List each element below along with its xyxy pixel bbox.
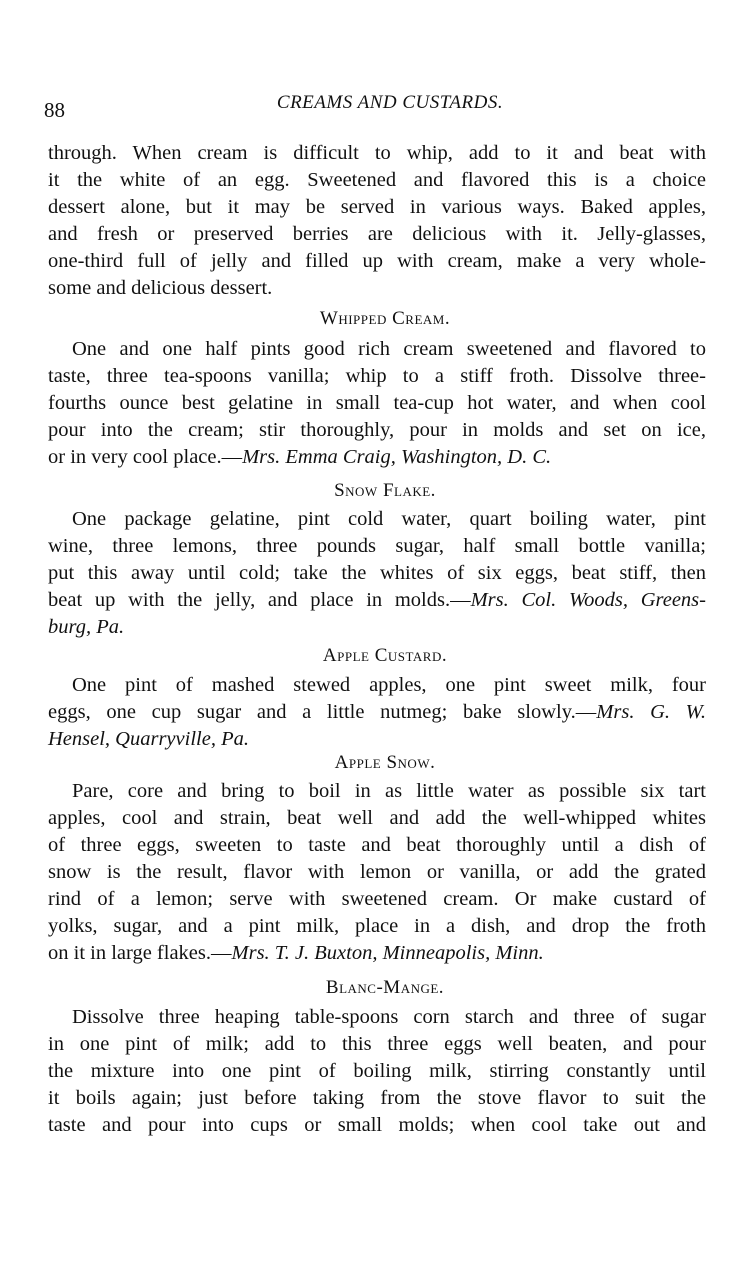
recipe-heading: Snow Flake. [334, 480, 436, 501]
body-text: one-third full of jelly and filled up with cream, make a very whole- [48, 250, 706, 272]
text-line [48, 167, 706, 194]
text-line [48, 140, 706, 167]
text-line [48, 940, 706, 967]
body-text: put this away until cold; take the whites of six eggs, beat stiff, then [48, 562, 706, 584]
recipe-paragraph [48, 140, 706, 302]
body-text: on it in large flakes.— [48, 942, 232, 964]
text-line [48, 805, 706, 832]
body-text: it boils again; just before taking from the stove flavor to suit the [48, 1087, 706, 1109]
body-text: apples, cool and strain, beat well and add the well-whipped whites [48, 807, 706, 829]
body-text: taste, three tea-spoons vanilla; whip to a stiff froth. Dissolve three- [48, 365, 706, 387]
text-line [48, 726, 706, 753]
attribution-text: Mrs. Emma Craig, Washington, D. C. [242, 446, 552, 468]
recipe-heading: Whipped Cream. [319, 308, 451, 329]
attribution-text: Mrs. T. J. Buxton, Minneapolis, Minn. [231, 942, 544, 964]
text-line [48, 336, 706, 363]
page-number: 88 [44, 98, 65, 122]
recipe-heading: Apple Snow. [334, 752, 436, 773]
text-line [48, 506, 706, 533]
recipe-heading: Apple Custard. [322, 645, 448, 666]
text-line [48, 1058, 706, 1085]
text-line [48, 248, 706, 275]
text-line [48, 560, 706, 587]
body-text: fourths ounce best gelatine in small tea-cup hot water, and when cool [48, 392, 706, 414]
body-text: some and delicious dessert. [48, 277, 273, 299]
body-text: rind of a lemon; serve with sweetened cream. Or make custard of [48, 888, 706, 910]
body-text: pour into the cream; stir thoroughly, pour in molds and set on ice, [48, 419, 706, 441]
body-text: wine, three lemons, three pounds sugar, half small bottle vanilla; [48, 535, 706, 557]
text-line [48, 221, 706, 248]
attribution-text: Hensel, Quarryville, Pa. [48, 728, 249, 750]
running-title: CREAMS AND CUSTARDS. [276, 92, 504, 113]
body-text: through. When cream is difficult to whip, add to it and beat with [48, 142, 706, 164]
text-line [48, 913, 706, 940]
body-text: it the white of an egg. Sweetened and flavored this is a choice [48, 169, 706, 191]
body-text: and fresh or preserved berries are delicious with it. Jelly-glasses, [48, 223, 706, 245]
recipe-paragraph [48, 778, 706, 967]
text-line [48, 778, 706, 805]
body-text: dessert alone, but it may be served in various ways. Baked apples, [48, 196, 706, 218]
body-text: Dissolve three heaping table-spoons corn starch and three of sugar [72, 1006, 706, 1028]
text-line [48, 1031, 706, 1058]
body-text: One pint of mashed stewed apples, one pint sweet milk, four [72, 674, 706, 696]
body-text: yolks, sugar, and a pint milk, place in a dish, and drop the froth [48, 915, 706, 937]
body-text: the mixture into one pint of boiling milk, stirring constantly until [48, 1060, 706, 1082]
recipe-paragraph [48, 672, 706, 753]
body-text: in one pint of milk; add to this three eggs well beaten, and pour [48, 1033, 706, 1055]
recipe-heading: Blanc-Mange. [325, 977, 445, 998]
text-line [48, 1085, 706, 1112]
text-line [48, 1004, 706, 1031]
text-line [48, 444, 706, 471]
text-line [48, 363, 706, 390]
body-text: eggs, one cup sugar and a little nutmeg; bake slowly.— [48, 701, 597, 723]
text-line [48, 672, 706, 699]
body-text: beat up with the jelly, and place in molds.— [48, 589, 471, 611]
text-line [48, 614, 706, 641]
attribution-text: Mrs. Col. Woods, Greens- [470, 589, 706, 611]
body-text: taste and pour into cups or small molds; when cool take out and [48, 1114, 706, 1136]
body-text: snow is the result, flavor with lemon or vanilla, or add the grated [48, 861, 706, 883]
recipe-paragraph [48, 506, 706, 641]
text-line [48, 533, 706, 560]
attribution-text: burg, Pa. [48, 616, 125, 638]
attribution-text: Mrs. G. W. [596, 701, 706, 723]
body-text: Pare, core and bring to boil in as little water as possible six tart [72, 780, 706, 802]
text-line [48, 587, 706, 614]
text-line [48, 390, 706, 417]
body-text: of three eggs, sweeten to taste and beat thoroughly until a dish of [48, 834, 706, 856]
text-line [48, 194, 706, 221]
body-text: One package gelatine, pint cold water, quart boiling water, pint [72, 508, 706, 530]
recipe-paragraph [48, 336, 706, 471]
text-line [48, 832, 706, 859]
body-text: One and one half pints good rich cream sweetened and flavored to [72, 338, 706, 360]
text-line [48, 417, 706, 444]
recipe-paragraph [48, 1004, 706, 1139]
text-line [48, 859, 706, 886]
text-line [48, 886, 706, 913]
text-line [48, 1112, 706, 1139]
body-text: or in very cool place.— [48, 446, 243, 468]
text-line [48, 699, 706, 726]
text-line [48, 275, 706, 302]
